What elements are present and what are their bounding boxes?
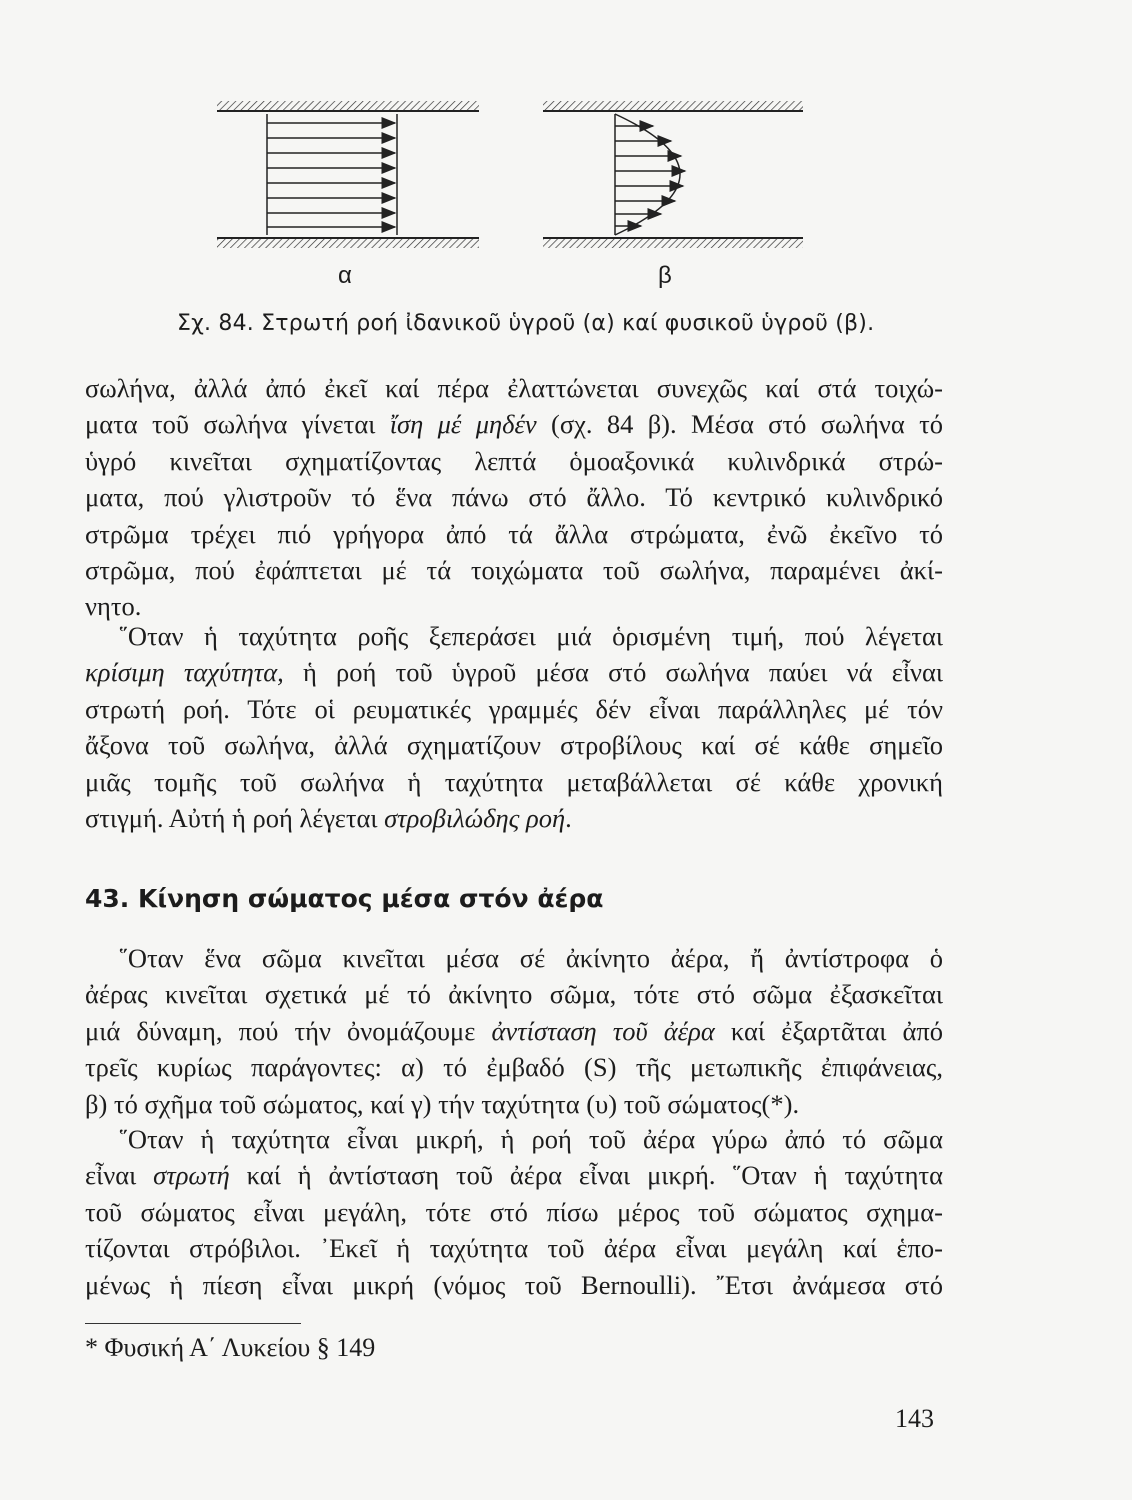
text-line: ῞Οταν ἕνα σῶμα κινεῖται μέσα σέ ἀκίνητο ἀέρα, ἤ ἀντίστροφα ὁ — [119, 943, 943, 973]
paragraph-laminar-flow — [85, 370, 943, 625]
text-line: στρωτή ροή. Τότε οἱ ρευματικές γραμμές δέν εἶναι παράλληλες μέ τόν — [85, 693, 943, 724]
footnote-divider — [85, 1323, 301, 1324]
emphasis-equal-zero: ἴση μέ μηδέν — [389, 409, 537, 440]
text-line: εἶναι στρωτή καί ἡ ἀντίσταση τοῦ ἀέρα εἶναι μικρή. ῞Οταν ἡ ταχύτητα — [85, 1160, 943, 1191]
text-line: β) τό σχῆμα τοῦ σώματος, καί γ) τήν ταχύτητα (υ) τοῦ σώματος(*). — [85, 1088, 800, 1119]
text-line: ὑγρό κινεῖται σχηματίζοντας λεπτά ὁμοαξονικά κυλινδρικά στρώ- — [85, 445, 943, 476]
text-line: μιᾶς τομῆς τοῦ σωλήνα ἡ ταχύτητα μεταβάλλεται σέ κάθε χρονική — [85, 766, 943, 797]
paragraph-turbulent-flow — [85, 618, 943, 836]
text-line: μιά δύναμη, πού τήν ὀνομάζουμε ἀντίσταση τοῦ ἀέρα καί ἐξαρτᾶται ἀπό — [85, 1015, 943, 1046]
text-line: ἄξονα τοῦ σωλήνα, ἀλλά σχηματίζουν στροβίλους καί σέ κάθε σημεῖο — [85, 730, 943, 761]
text-line: στρῶμα τρέχει πιό γρήγορα ἀπό τά ἄλλα στρώματα, ἐνῶ ἐκεῖνο τό — [85, 518, 943, 549]
text-line: ῞Οταν ἡ ταχύτητα ροῆς ξεπεράσει μιά ὁρισμένη τιμή, πού λέγεται — [119, 621, 943, 651]
text-line: σωλήνα, ἀλλά ἀπό ἐκεῖ καί πέρα ἐλαττώνεται συνεχῶς καί στά τοιχώ- — [85, 373, 943, 403]
text-line: μένως ἡ πίεση εἶναι μικρή (νόμος τοῦ Bernoulli). ῎Ετσι ἀνάμεσα στό — [85, 1269, 943, 1300]
emphasis-turbulent-flow: στροβιλώδης ροή — [384, 803, 566, 834]
page-number: 143 — [895, 1404, 934, 1433]
text-line: στρῶμα, πού ἐφάπτεται μέ τά τοιχώματα τοῦ σωλήνα, παραμένει ἀκί- — [85, 555, 943, 586]
pipe-real-fluid — [543, 101, 803, 248]
figure-label-b: β — [658, 262, 672, 289]
figure-label-a: α — [338, 262, 352, 289]
text-line: νητο. — [85, 591, 142, 622]
emphasis-laminar: στρωτή — [153, 1160, 230, 1191]
text-line: στιγμή. Αὐτή ἡ ροή λέγεται στροβιλώδης ροή. — [85, 803, 572, 834]
footnote: * Φυσική Α΄ Λυκείου § 149 — [85, 1333, 376, 1362]
section-heading: 43. Κίνηση σώματος μέσα στόν ἀέρα — [85, 884, 604, 913]
text-line: ματα, πού γλιστροῦν τό ἕνα πάνω στό ἄλλο. Τό κεντρικό κυλινδρικό — [85, 482, 943, 513]
text-line: ματα τοῦ σωλήνα γίνεται ἴση μέ μηδέν (σχ. 84 β). Μέσα στό σωλήνα τό — [85, 409, 943, 440]
pipe-ideal-fluid — [217, 101, 479, 248]
text-line: τοῦ σώματος εἶναι μεγάλη, τότε στό πίσω μέρος τοῦ σώματος σχημα- — [85, 1196, 943, 1227]
emphasis-critical-speed: κρίσιμη ταχύτητα, — [85, 657, 284, 688]
figure-caption: Σχ. 84. Στρωτή ροή ἰδανικοῦ ὑγροῦ (α) καί φυσικοῦ ὑγροῦ (β). — [177, 311, 875, 336]
text-line: τρεῖς κυρίως παράγοντες: α) τό ἐμβαδό (S) τῆς μετωπικῆς ἐπιφάνειας, — [85, 1052, 943, 1083]
text-line: ἀέρας κινεῖται σχετικά μέ τό ἀκίνητο σῶμα, τότε στό σῶμα ἐξασκεῖται — [85, 979, 943, 1010]
paragraph-speed-effects — [85, 1121, 943, 1303]
flow-diagram — [205, 96, 825, 266]
paragraph-air-resistance — [85, 940, 943, 1122]
text-line: κρίσιμη ταχύτητα, ἡ ροή τοῦ ὑγροῦ μέσα στό σωλήνα παύει νά εἶναι — [85, 657, 943, 688]
text-line: τίζονται στρόβιλοι. ᾿Εκεῖ ἡ ταχύτητα τοῦ ἀέρα εἶναι μεγάλη καί ἑπο- — [85, 1233, 943, 1264]
figure-84 — [205, 96, 825, 296]
emphasis-air-resistance: ἀντίσταση τοῦ ἀέρα — [491, 1015, 715, 1046]
text-line: ῞Οταν ἡ ταχύτητα εἶναι μικρή, ἡ ροή τοῦ ἀέρα γύρω ἀπό τό σῶμα — [119, 1124, 943, 1154]
